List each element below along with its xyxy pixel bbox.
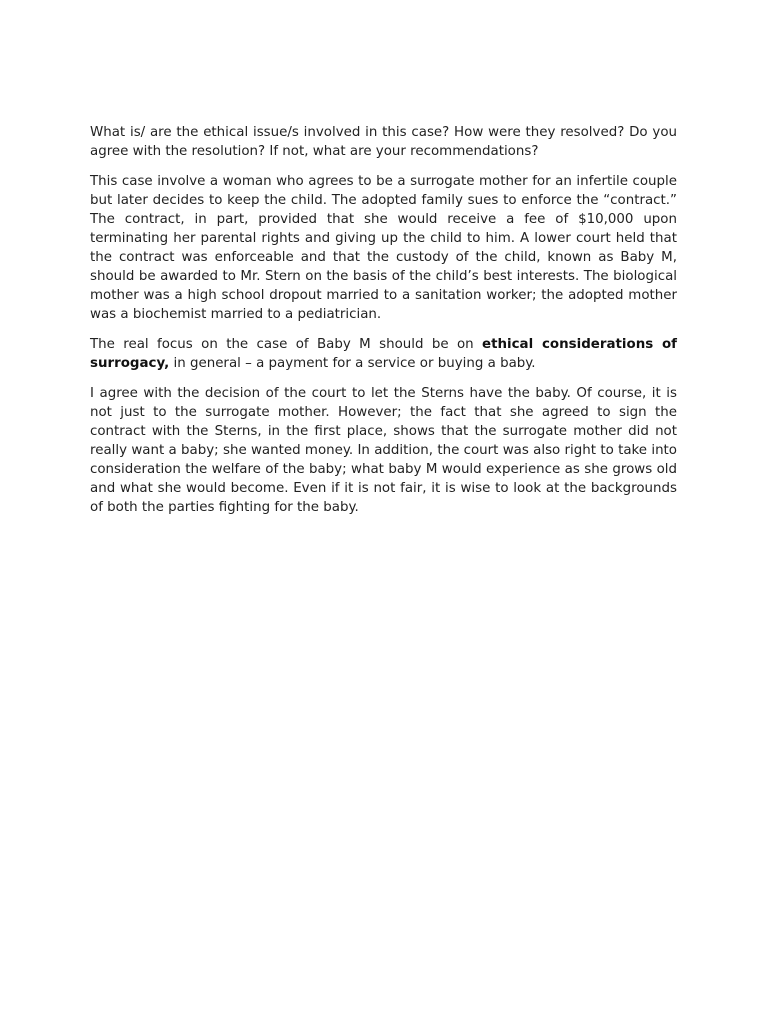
case-summary-paragraph: This case involve a woman who agrees to be a surrogate mother for an infertile couple but later decides to keep the child. The adopted family sues to enforce the “contract.” The contract, in part, provided that she would receive a fee of $10,000 upon terminating her parental rights and giving up the child to him. A lower court held that the contract was enforceable and that the custody of the child, known as Baby M, should be awarded to Mr. Stern on the basis of the child’s best interests. The biological mother was a high school dropout married to a sanitation worker; the adopted mother was a biochemist married to a pediatrician. <box>90 174 677 322</box>
focus-emphasis: ethical considerations of surrogacy, <box>90 337 678 371</box>
focus-paragraph <box>90 335 677 373</box>
opinion-paragraph: I agree with the decision of the court to let the Sterns have the baby. Of course, it is not just to the surrogate mother. However; the fact that she agreed to sign the contract with the Sterns, in the first place, shows that the surrogate mother did not really want a baby; she wanted money. In addition, the court was also right to take into consideration the welfare of the baby; what baby M would experience as she grows old and what she would become. Even if it is not fair, it is wise to look at the backgrounds of both the parties fighting for the baby. <box>90 386 677 515</box>
document-body <box>90 123 677 528</box>
focus-text-after: in general – a payment for a service or buying a baby. <box>169 356 536 371</box>
focus-text-before: The real focus on the case of Baby M should be on <box>90 337 483 352</box>
question-paragraph: What is/ are the ethical issue/s involved in this case? How were they resolved? Do you agree with the resolution? If not, what are your recommendations? <box>90 125 677 159</box>
